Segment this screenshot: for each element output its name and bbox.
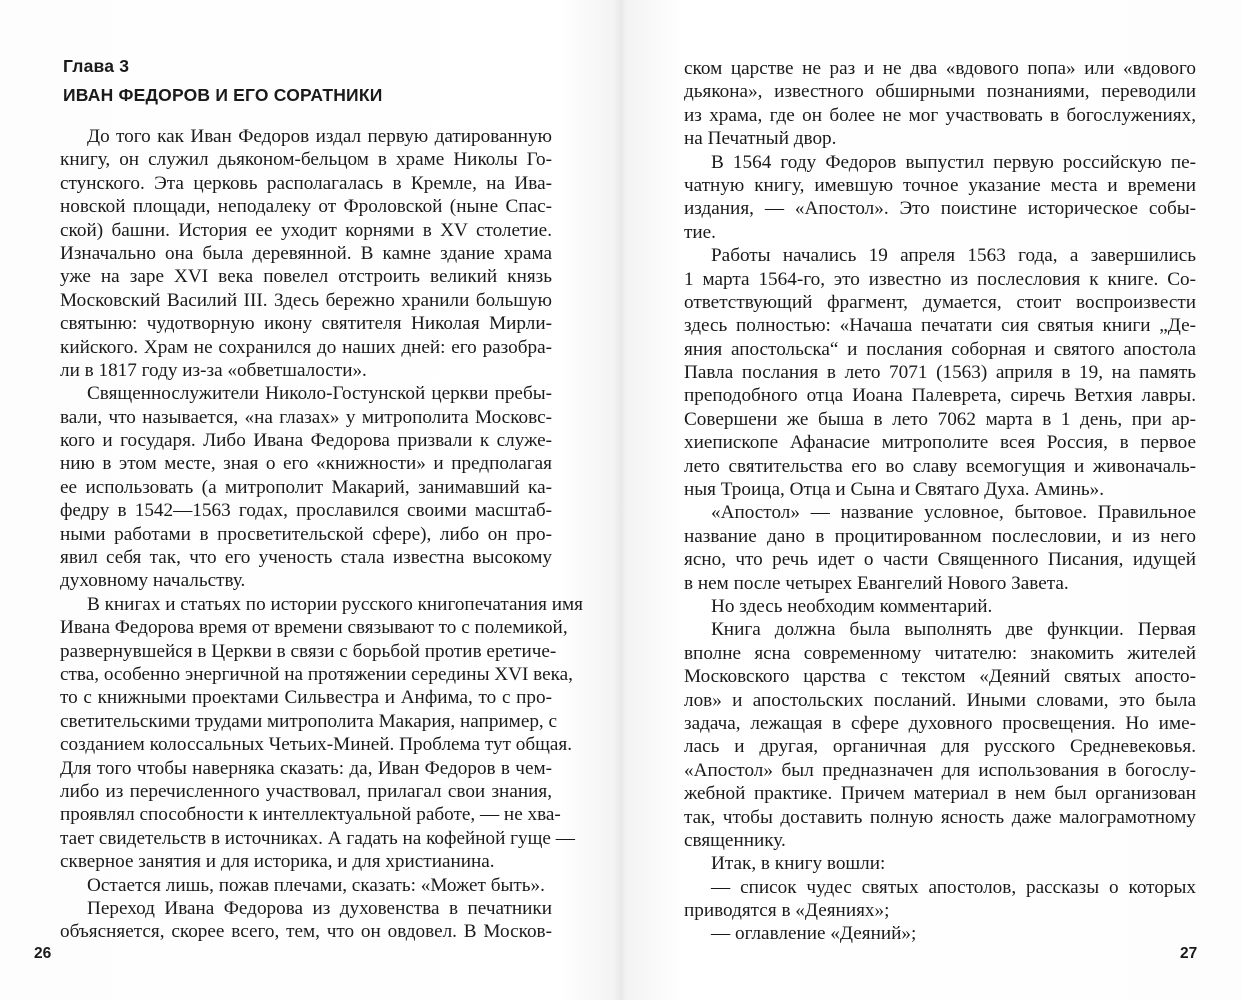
text-line: новской площади, неподалеку от Фроловской (ныне Спас-	[60, 196, 552, 218]
text-line: из храма, где он более не мог участвовать в богослужениях,	[684, 104, 1196, 126]
text-line: «Апостол» был предназначен для использования в богослу-	[684, 759, 1196, 781]
text-line: Для того чтобы наверняка сказать: да, Иван Федоров в чем-	[60, 757, 552, 779]
text-line: вали, что называется, «на глазах» у митрополита Московс-	[60, 406, 552, 428]
text-line: 1 марта 1564-го, это известно из послесловия к книге. Со-	[684, 268, 1196, 290]
text-line: духовному начальству.	[60, 570, 246, 592]
text-line: уже на заре XVI века повелел отстроить великий князь	[60, 266, 552, 288]
text-line: ясно, что речь идет о части Священного Писания, идущей	[684, 549, 1196, 571]
page-number-right: 27	[1180, 945, 1198, 962]
text-line: нию в этом месте, зная о его «книжности» и предполагая	[60, 453, 552, 475]
text-line: тие.	[684, 221, 716, 243]
right-page	[684, 0, 1196, 1000]
text-line: ответствующий фрагмент, думается, стоит воспроизвести	[684, 291, 1196, 313]
text-line: «Апостол» — название условное, бытовое. Правильное	[711, 502, 1196, 524]
chapter-number: Глава 3	[63, 56, 130, 76]
text-line: Московский Василий III. Здесь бережно хранили большую	[60, 289, 552, 311]
text-line: Остается лишь, пожав плечами, сказать: «Может быть».	[87, 874, 545, 896]
text-line: приводятся в «Деяниях»;	[684, 900, 890, 922]
text-line: так, чтобы доставить полную ясность даже малограмотному	[684, 806, 1196, 828]
text-line: преподобного отца Иоана Палеврета, сиречь Ветхия лавры.	[684, 385, 1196, 407]
text-line: Но здесь необходим комментарий.	[711, 595, 993, 617]
text-line: священнику.	[684, 829, 786, 851]
text-line: хиепископе Афанасие митрополите всея Россия, в первое	[684, 432, 1196, 454]
text-line: ными работами в просветительской сфере), либо он про-	[60, 523, 552, 545]
text-line: вполне ясна современному читателю: знакомить жителей	[684, 642, 1196, 664]
text-line: лето святительства его во славу всемогущия и живоначаль-	[684, 455, 1196, 477]
text-line: тает свидетельств в источниках. А гадать на кофейной гуще —	[60, 827, 575, 849]
text-line: явил себя так, что его ученость стала известна высокому	[60, 547, 552, 569]
text-line: дьякона», известного обширными познаниями, переводили	[684, 81, 1196, 103]
text-line: ее использовать (а митрополит Макарий, занимавший ка-	[60, 476, 552, 498]
text-line: Итак, в книгу вошли:	[711, 853, 886, 875]
text-line: кого и государя. Либо Ивана Федорова призвали к служе-	[60, 430, 552, 452]
text-line: ском царстве не раз и не два «вдового попа» или «вдового	[684, 58, 1196, 79]
text-line: лов» и апостольских посланий. Иными словами, это была	[684, 689, 1196, 711]
text-line: развернувшейся в Церкви в связи с борьбой против еретиче-	[60, 640, 557, 662]
text-line: ныя Троица, Отца и Сына и Святаго Духа. Аминь».	[684, 479, 1104, 501]
text-line: созданием колоссальных Четьих-Миней. Проблема тут общая.	[60, 734, 573, 756]
text-line: До того как Иван Федоров издал первую датированную	[87, 126, 552, 147]
text-line: ли в 1817 году из-за «обветшалости».	[60, 359, 367, 381]
text-line: кийского. Храм не сохранился до наших дней: его разобра-	[60, 336, 552, 358]
text-line: — список чудес святых апостолов, рассказы о которых	[711, 876, 1196, 898]
text-line: то с книжными проектами Сильвестра и Анфима, то с про-	[60, 687, 552, 709]
text-line: в нем после четырех Евангелий Нового Завета.	[684, 572, 1069, 594]
text-line: святыню: чудотворную икону святителя Николая Мирли-	[60, 313, 552, 335]
text-line: ства, особенно энергичной на протяжении середины XVI века,	[60, 663, 573, 685]
text-line: Ивана Федорова время от времени связывают то с полемикой,	[60, 617, 568, 639]
text-line: книгу, он служил дьяконом-бельцом в храме Николы Го-	[60, 149, 552, 171]
text-line: Совершени же быша в лето 7062 марта в 1 день, при ар-	[684, 408, 1196, 430]
text-line: Павла послания в лето 7071 (1563) априля в 19, на память	[684, 362, 1196, 384]
text-line: здесь полностью: «Начаша печатати сия святыя книги „Де-	[684, 315, 1196, 337]
text-line: лась и другая, органичная для русского Средневековья.	[684, 736, 1196, 758]
text-line: чатную книгу, имевшую точное указание места и времени	[684, 174, 1196, 196]
text-line: название дано в процитированном послесловии, и из него	[684, 525, 1196, 547]
text-line: яния апостольска“ и послания соборная и святого апостола	[684, 338, 1196, 360]
text-line: федру в 1542—1563 годах, прославился своими масштаб-	[60, 500, 552, 522]
text-line: светительскими трудами митрополита Макария, например, с	[60, 710, 558, 732]
text-line: Книга должна была выполнять две функции. Первая	[711, 619, 1196, 641]
text-line: скверное занятия и для историка, и для христианина.	[60, 851, 495, 873]
text-line: либо из перечисленного участвовал, прилагал свои знания,	[60, 780, 552, 802]
text-line: ской) башни. История ее уходит корнями в XV столетие.	[60, 219, 552, 241]
chapter-title: ИВАН ФЕДОРОВ И ЕГО СОРАТНИКИ	[63, 85, 383, 105]
text-line: Священнослужители Николо-Гостунской церкви пребы-	[87, 383, 552, 405]
text-line: Московского царства с текстом «Деяний святых апосто-	[684, 666, 1196, 688]
text-line: В 1564 году Федоров выпустил первую российскую пе-	[711, 151, 1196, 173]
left-page	[34, 0, 583, 1000]
text-line: жебной практике. Причем материал в нем был организован	[684, 783, 1196, 805]
left-page-body	[60, 125, 583, 944]
text-line: Работы начались 19 апреля 1563 года, а завершились	[711, 245, 1196, 267]
text-line: В книгах и статьях по истории русского книгопечатания имя	[87, 593, 583, 615]
text-line: Переход Ивана Федорова из духовенства в печатники	[87, 897, 552, 919]
text-line: издания, — «Апостол». Это поистине историческое собы-	[684, 198, 1196, 220]
text-line: задача, лежащая в сфере духовного просвещения. Но име-	[684, 712, 1196, 734]
page-number-left: 26	[34, 945, 52, 962]
text-line: на Печатный двор.	[684, 128, 837, 150]
text-line: Изначально она была деревянной. В камне здание храма	[60, 242, 552, 264]
text-line: объясняется, скорее всего, тем, что он овдовел. В Москов-	[60, 921, 552, 943]
text-line: — оглавление «Деяний»;	[711, 923, 917, 945]
text-line: стунского. Эта церковь располагалась в Кремле, на Ива-	[60, 172, 552, 194]
right-page-body	[684, 57, 1196, 946]
text-line: проявлял способности к интеллектуальной работе, — не хва-	[60, 804, 561, 826]
